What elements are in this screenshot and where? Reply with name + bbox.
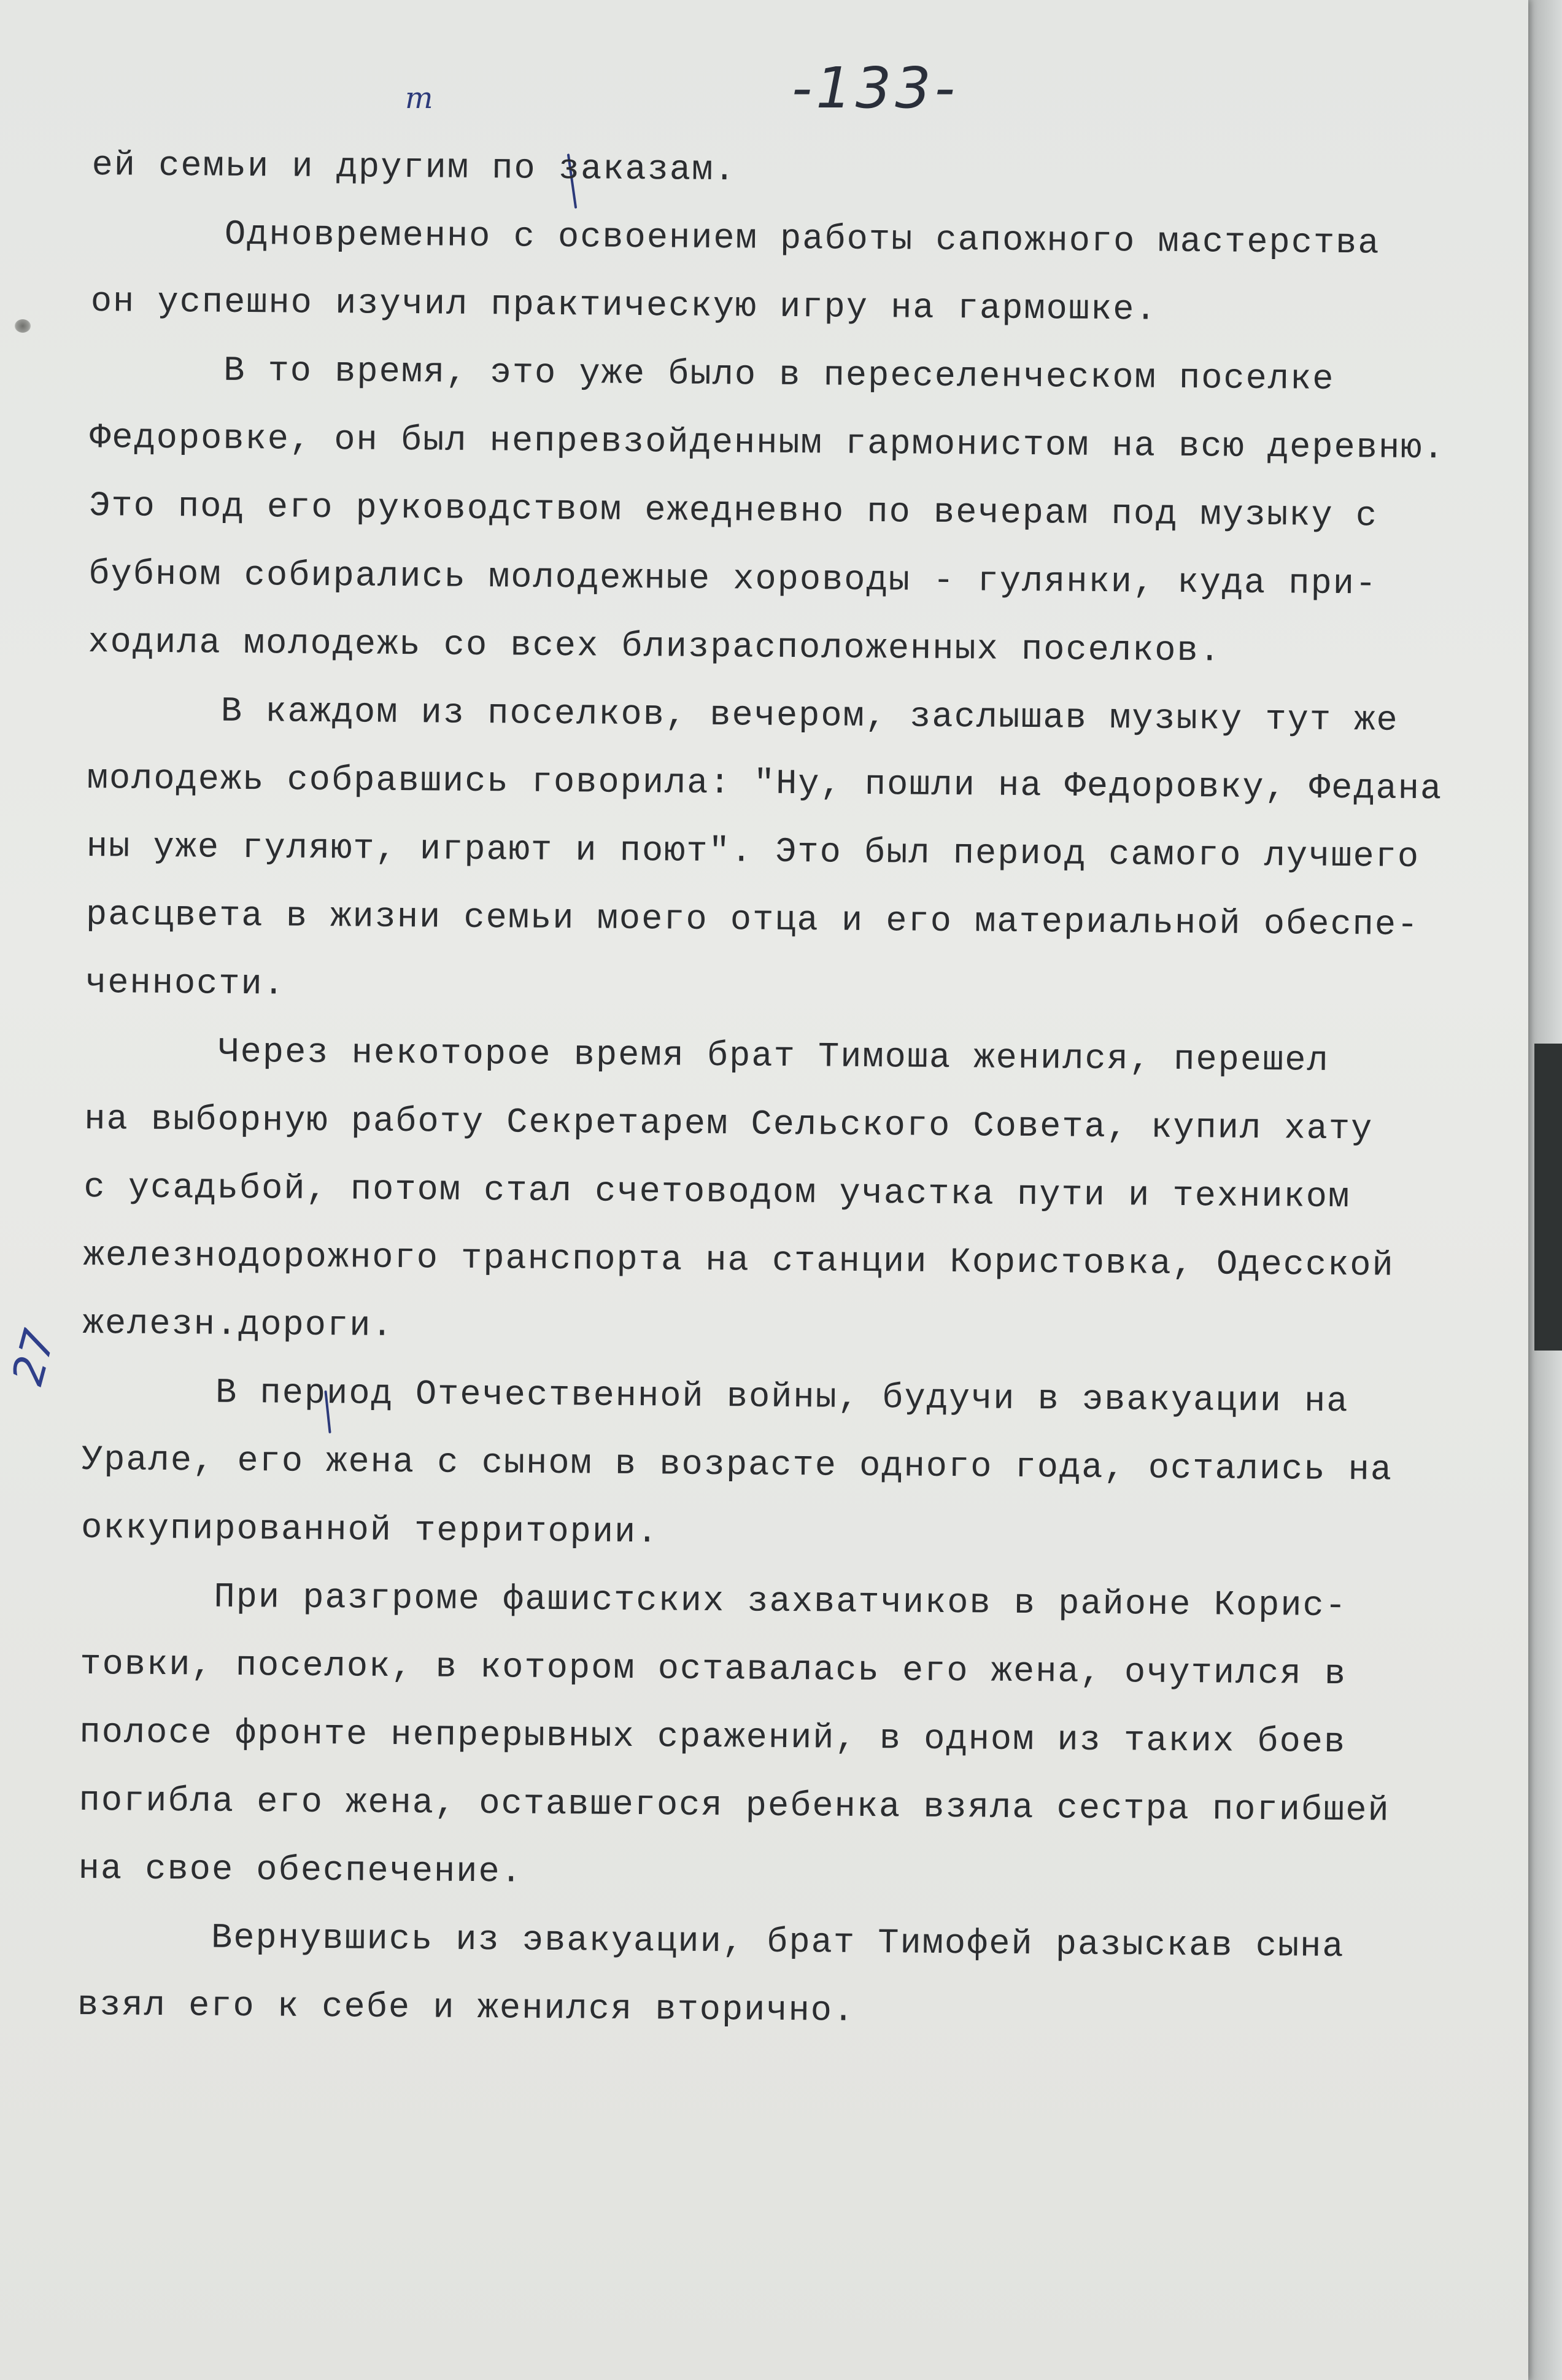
text-line: В то время, это уже было в переселенческом поселке bbox=[90, 350, 1335, 400]
text-line: При разгроме фашистских захватчиков в районе Корис- bbox=[80, 1576, 1348, 1627]
text-line: взял его к себе и женился вторично. bbox=[77, 1985, 856, 2031]
text-line: В период Отечественной войны, будучи в эвакуации на bbox=[82, 1372, 1349, 1422]
text-line: погибла его жена, оставшегося ребенка взяла сестра погибшей bbox=[79, 1781, 1390, 1831]
text-line: ны уже гуляют, играют и поют". Это был период самого лучшего bbox=[86, 827, 1420, 878]
text-line: товки, поселок, в котором оставалась его жена, очутился в bbox=[80, 1645, 1347, 1695]
text-line: В каждом из поселков, вечером, заслышав музыку тут же bbox=[87, 691, 1399, 741]
text-line: расцвета в жизни семьи моего отца и его материальной обеспе- bbox=[85, 895, 1420, 946]
page-number: -133- bbox=[792, 55, 959, 121]
text-line: молодежь собравшись говорила: "Ну, пошли на Федоровку, Федана bbox=[87, 759, 1443, 810]
text-line: на свое обеспечение. bbox=[78, 1849, 524, 1893]
text-line: железнодорожного транспорта на станции Користовка, Одесской bbox=[83, 1236, 1394, 1286]
text-line: бубном собирались молодежные хороводы - гулянки, куда при- bbox=[88, 554, 1378, 605]
text-line: с усадьбой, потом стал счетоводом участка пути и техником bbox=[83, 1168, 1351, 1218]
handwritten-side-mark: 27 bbox=[2, 1324, 65, 1390]
punch-hole bbox=[15, 319, 31, 333]
text-line: полосе фронте непрерывных сражений, в одном из таких боев bbox=[79, 1713, 1347, 1763]
text-line: оккупированной территории. bbox=[80, 1508, 659, 1553]
text-line: Федоровке, он был непревзойденным гармонистом на всю деревню. bbox=[89, 418, 1445, 469]
text-line: Урале, его жена с сыном в возрасте одного года, остались на bbox=[81, 1440, 1393, 1490]
desk-object bbox=[1534, 1044, 1562, 1351]
text-line: ей семьи и другим по заказам. bbox=[91, 145, 737, 191]
handwritten-margin-mark: m bbox=[405, 81, 433, 115]
text-line: ченности. bbox=[85, 963, 286, 1005]
text-line: Через некоторое время брат Тимоша женился, перешел bbox=[84, 1031, 1329, 1081]
text-line: Это под его руководством ежедневно по вечерам под музыку с bbox=[88, 486, 1378, 537]
text-line: Одновременно с освоением работы сапожного мастерства bbox=[91, 214, 1380, 264]
typed-text-body bbox=[77, 132, 1522, 2051]
text-line: на выборную работу Секретарем Сельского Совета, купил хату bbox=[84, 1099, 1374, 1150]
text-line: Вернувшись из эвакуации, брат Тимофей разыскав сына bbox=[77, 1917, 1345, 1967]
text-line: железн.дороги. bbox=[82, 1304, 394, 1346]
text-line: ходила молодежь со всех близрасположенных поселков. bbox=[88, 622, 1222, 672]
text-line: он успешно изучил практическую игру на гармошке. bbox=[90, 282, 1158, 330]
